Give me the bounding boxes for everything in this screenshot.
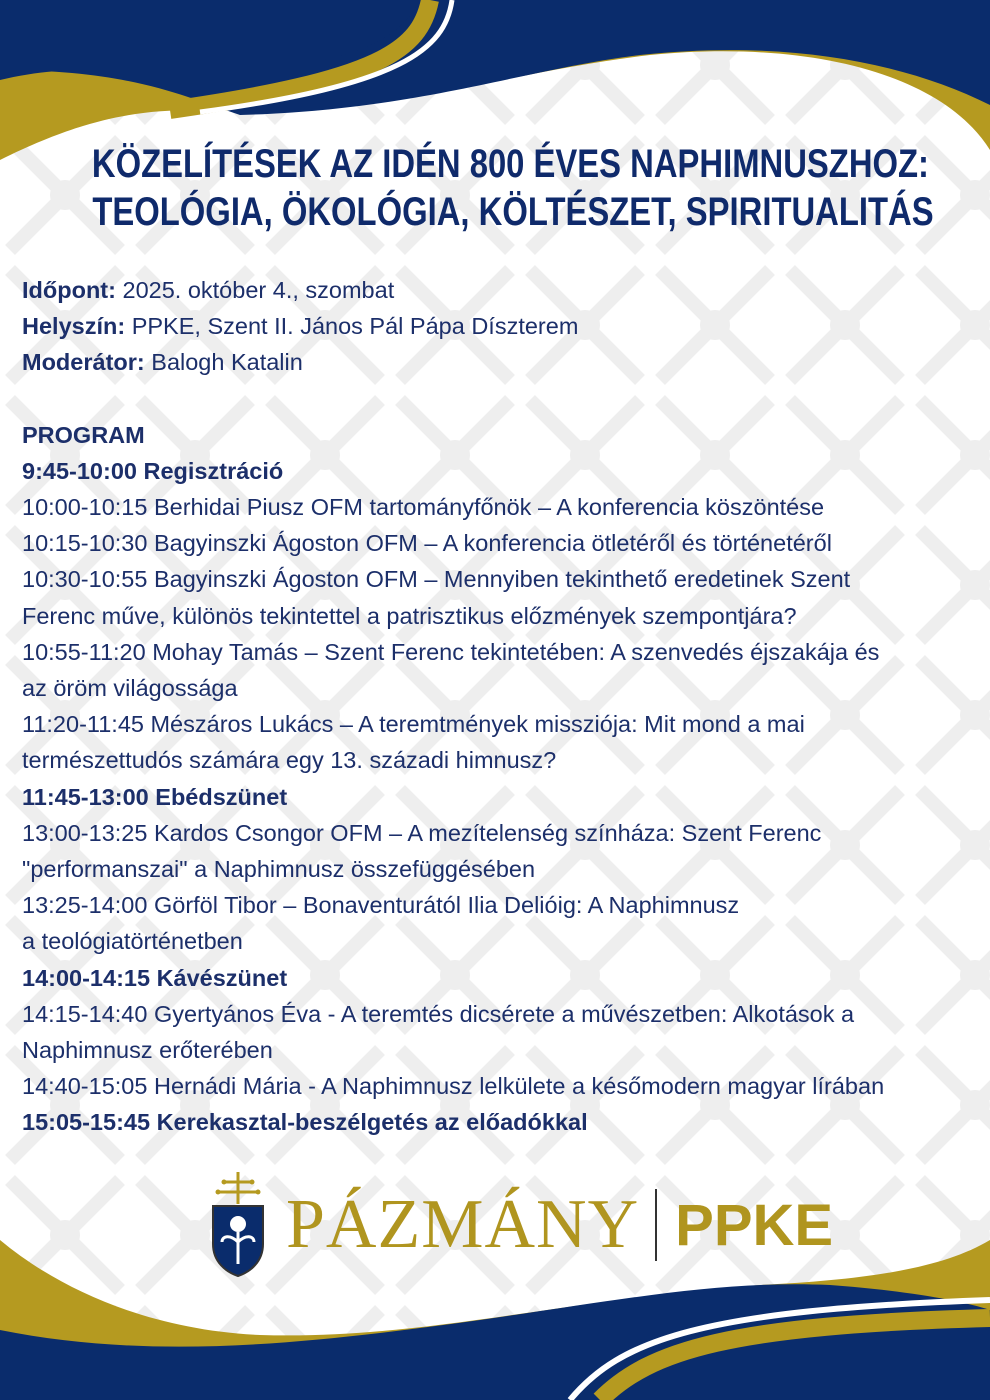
program-item: 10:15-10:30 Bagyinszki Ágoston OFM – A konferencia ötletéről és történetéről: [22, 530, 832, 557]
info-label: Időpont:: [22, 277, 116, 303]
university-crest-icon: [210, 1172, 266, 1278]
info-label: Moderátor:: [22, 349, 145, 376]
program-item: 10:30-10:55 Bagyinszki Ágoston OFM – Mennyiben tekinthető eredetinek Szent Ferenc műve, különös tekintettel a patrisztikus előzmények szempontjára?: [22, 566, 851, 629]
spacer: [22, 381, 982, 417]
program-list: [22, 453, 982, 1141]
program-item: 13:25-14:00 Görföl Tibor – Bonaventurától Ilia Delióig: A Naphimnusz a teológiatörténetben: [22, 892, 740, 955]
event-title: [0, 140, 990, 236]
program-break-item: 9:45-10:00 Regisztráció: [22, 457, 284, 484]
info-moderator: [22, 344, 982, 380]
program-break-item: 11:45-13:00 Ebédszünet: [22, 783, 288, 810]
program-break-item: 15:05-15:45 Kerekasztal-beszélgetés az előadókkal: [22, 1109, 588, 1136]
program-item: 14:40-15:05 Hernádi Mária - A Naphimnusz lelkülete a későmodern magyar lírában: [22, 1073, 885, 1100]
title-line-1: KÖZELÍTÉSEK AZ IDÉN 800 ÉVES NAPHIMNUSZHOZ:: [91, 142, 929, 186]
info-date: [22, 272, 982, 308]
info-value: Balogh Katalin: [144, 349, 303, 376]
info-value: PPKE, Szent II. János Pál Pápa Díszterem: [125, 313, 579, 340]
top-wave-decoration: [0, 0, 990, 160]
program-item: 10:55-11:20 Mohay Tamás – Szent Ferenc tekintetében: A szenvedés éjszakája és az öröm világossága: [22, 638, 880, 702]
program-item: 14:15-14:40 Gyertyános Éva - A teremtés dicsérete a művészetben: Alkotások a Naphimnusz erőterében: [22, 1000, 855, 1064]
logo-abbreviation: PPKE: [675, 1192, 834, 1258]
program-item: 10:00-10:15 Berhidai Piusz OFM tartományfőnök – A konferencia köszöntése: [22, 494, 825, 521]
info-value: 2025. október 4., szombat: [115, 277, 395, 303]
title-line-2: TEOLÓGIA, ÖKOLÓGIA, KÖLTÉSZET, SPIRITUALITÁS: [92, 190, 934, 234]
program-break-item: 14:00-14:15 Kávészünet: [22, 964, 288, 991]
info-label: Helyszín:: [22, 313, 126, 340]
event-details: [22, 272, 982, 1141]
pazmany-logo: [210, 1172, 833, 1278]
logo-divider: [655, 1189, 657, 1261]
info-venue: [22, 308, 982, 344]
program-item: 11:20-11:45 Mészáros Lukács – A teremtmények missziója: Mit mond a mai természettudós számára egy 13. századi himnusz?: [22, 711, 805, 774]
program-heading: PROGRAM: [22, 421, 145, 448]
logo-wordmark: PÁZMÁNY: [286, 1186, 640, 1263]
program-item: 13:00-13:25 Kardos Csongor OFM – A mezítelenség színháza: Szent Ferenc "performanszai" a Naphimnusz összefüggésében: [22, 819, 822, 883]
